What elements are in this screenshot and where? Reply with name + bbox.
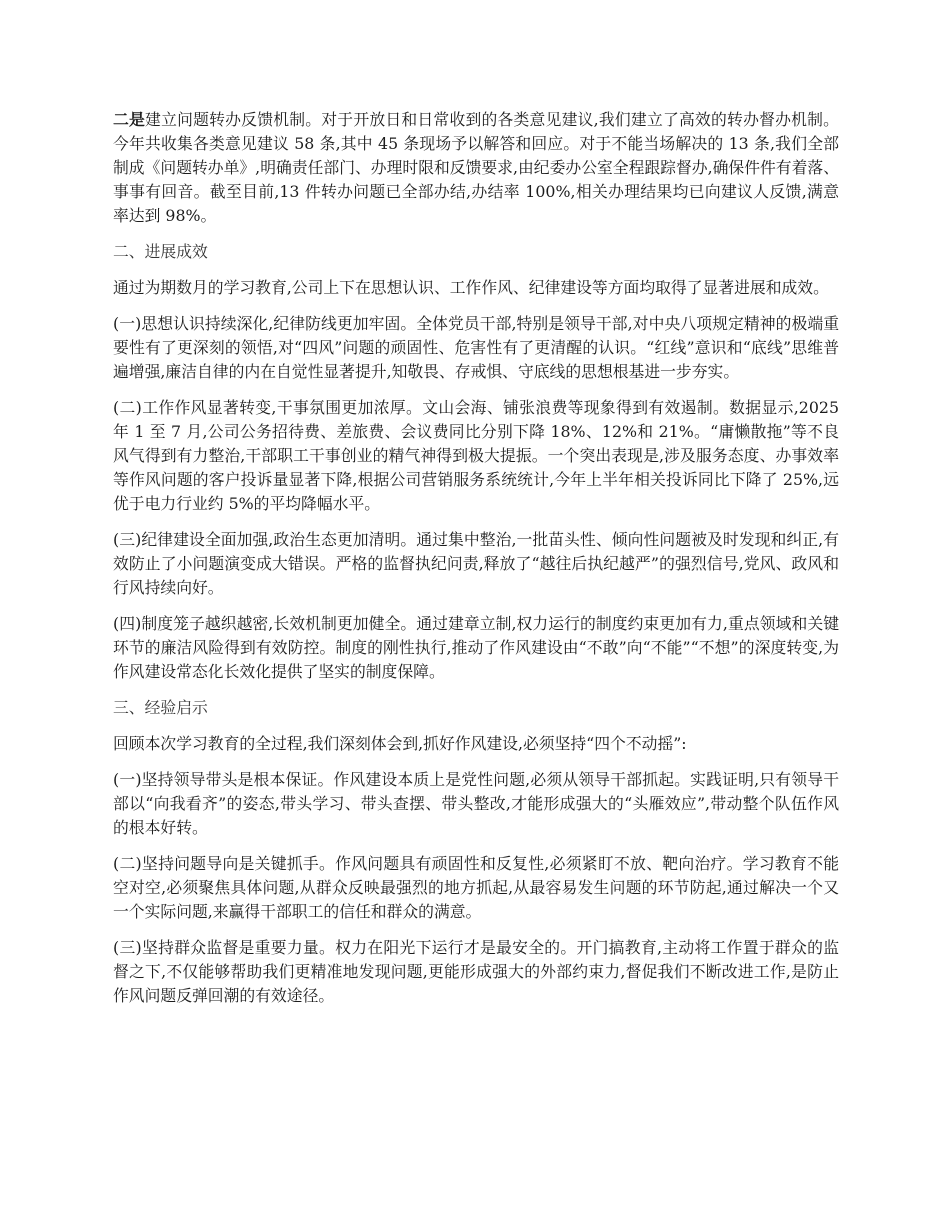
paragraph-lead: 二是 [113, 110, 146, 129]
paragraph-progress-1: (一)思想认识持续深化,纪律防线更加牢固。全体党员干部,特别是领导干部,对中央八项规定精神的极端重要性有了更深刻的领悟,对“四风”问题的顽固性、危害性有了更清醒的认识。“红线”意识和“底线”思维普遍增强,廉洁自律的内在自觉性显著提升,知敬畏、存戒惧、守底线的思想根基进一步夯实。 [113, 314, 839, 381]
paragraph-lessons-2: (二)坚持问题导向是关键抓手。作风问题具有顽固性和反复性,必须紧盯不放、靶向治疗。学习教育不能空对空,必须聚焦具体问题,从群众反映最强烈的地方抓起,从最容易发生问题的环节防起,通过解决一个又一个实际问题,来赢得干部职工的信任和群众的满意。 [113, 854, 839, 921]
paragraph-text: 建立问题转办反馈机制。对于开放日和日常收到的各类意见建议,我们建立了高效的转办督办机制。今年共收集各类意见建议 58 条,其中 45 条现场予以解答和回应。对于不能当场解决的 13 条,我们全部制成《问题转办单》,明确责任部门、办理时限和反馈要求,由纪委办公室全程跟踪督办,确保件件有着落、事事有回音。截至目前,13 件转办问题已全部办结,办结率 100%,相关办理结果均已向建议人反馈,满意率达到 98%。 [113, 110, 839, 225]
paragraph-lessons-3: (三)坚持群众监督是重要力量。权力在阳光下运行才是最安全的。开门搞教育,主动将工作置于群众的监督之下,不仅能够帮助我们更精准地发现问题,更能形成强大的外部约束力,督促我们不断改进工作,是防止作风问题反弹回潮的有效途径。 [113, 938, 839, 1005]
section-heading-progress: 二、进展成效 [113, 242, 208, 261]
paragraph-transfer-mechanism [113, 108, 839, 228]
paragraph-progress-2: (二)工作作风显著转变,干事氛围更加浓厚。文山会海、铺张浪费等现象得到有效遏制。数据显示,2025 年 1 至 7 月,公司公务招待费、差旅费、会议费同比分别下降 18%、12%和 21%。“庸懒散拖”等不良风气得到有力整治,干部职工干事创业的精气神得到极大提振。一个突出表现是,涉及服务态度、办事效率等作风问题的客户投诉量显著下降,根据公司营销服务系统统计,今年上半年相关投诉同比下降了 25%,远优于电力行业约 5%的平均降幅水平。 [113, 398, 839, 513]
paragraph-lessons-intro: 回顾本次学习教育的全过程,我们深刻体会到,抓好作风建设,必须坚持“四个不动摇”: [113, 734, 687, 753]
paragraph-progress-4: (四)制度笼子越织越密,长效机制更加健全。通过建章立制,权力运行的制度约束更加有力,重点领域和关键环节的廉洁风险得到有效防控。制度的刚性执行,推动了作风建设由“不敢”向“不能”“不想”的深度转变,为作风建设常态化长效化提供了坚实的制度保障。 [113, 614, 839, 681]
section-heading-lessons: 三、经验启示 [113, 698, 208, 717]
paragraph-lessons-1: (一)坚持领导带头是根本保证。作风建设本质上是党性问题,必须从领导干部抓起。实践证明,只有领导干部以“向我看齐”的姿态,带头学习、带头查摆、带头整改,才能形成强大的“头雁效应”,带动整个队伍作风的根本好转。 [113, 770, 839, 837]
paragraph-progress-intro: 通过为期数月的学习教育,公司上下在思想认识、工作作风、纪律建设等方面均取得了显著进展和成效。 [113, 278, 829, 297]
paragraph-progress-3: (三)纪律建设全面加强,政治生态更加清明。通过集中整治,一批苗头性、倾向性问题被及时发现和纠正,有效防止了小问题演变成大错误。严格的监督执纪问责,释放了“越往后执纪越严”的强烈信号,党风、政风和行风持续向好。 [113, 530, 839, 597]
document-page [113, 108, 839, 1020]
